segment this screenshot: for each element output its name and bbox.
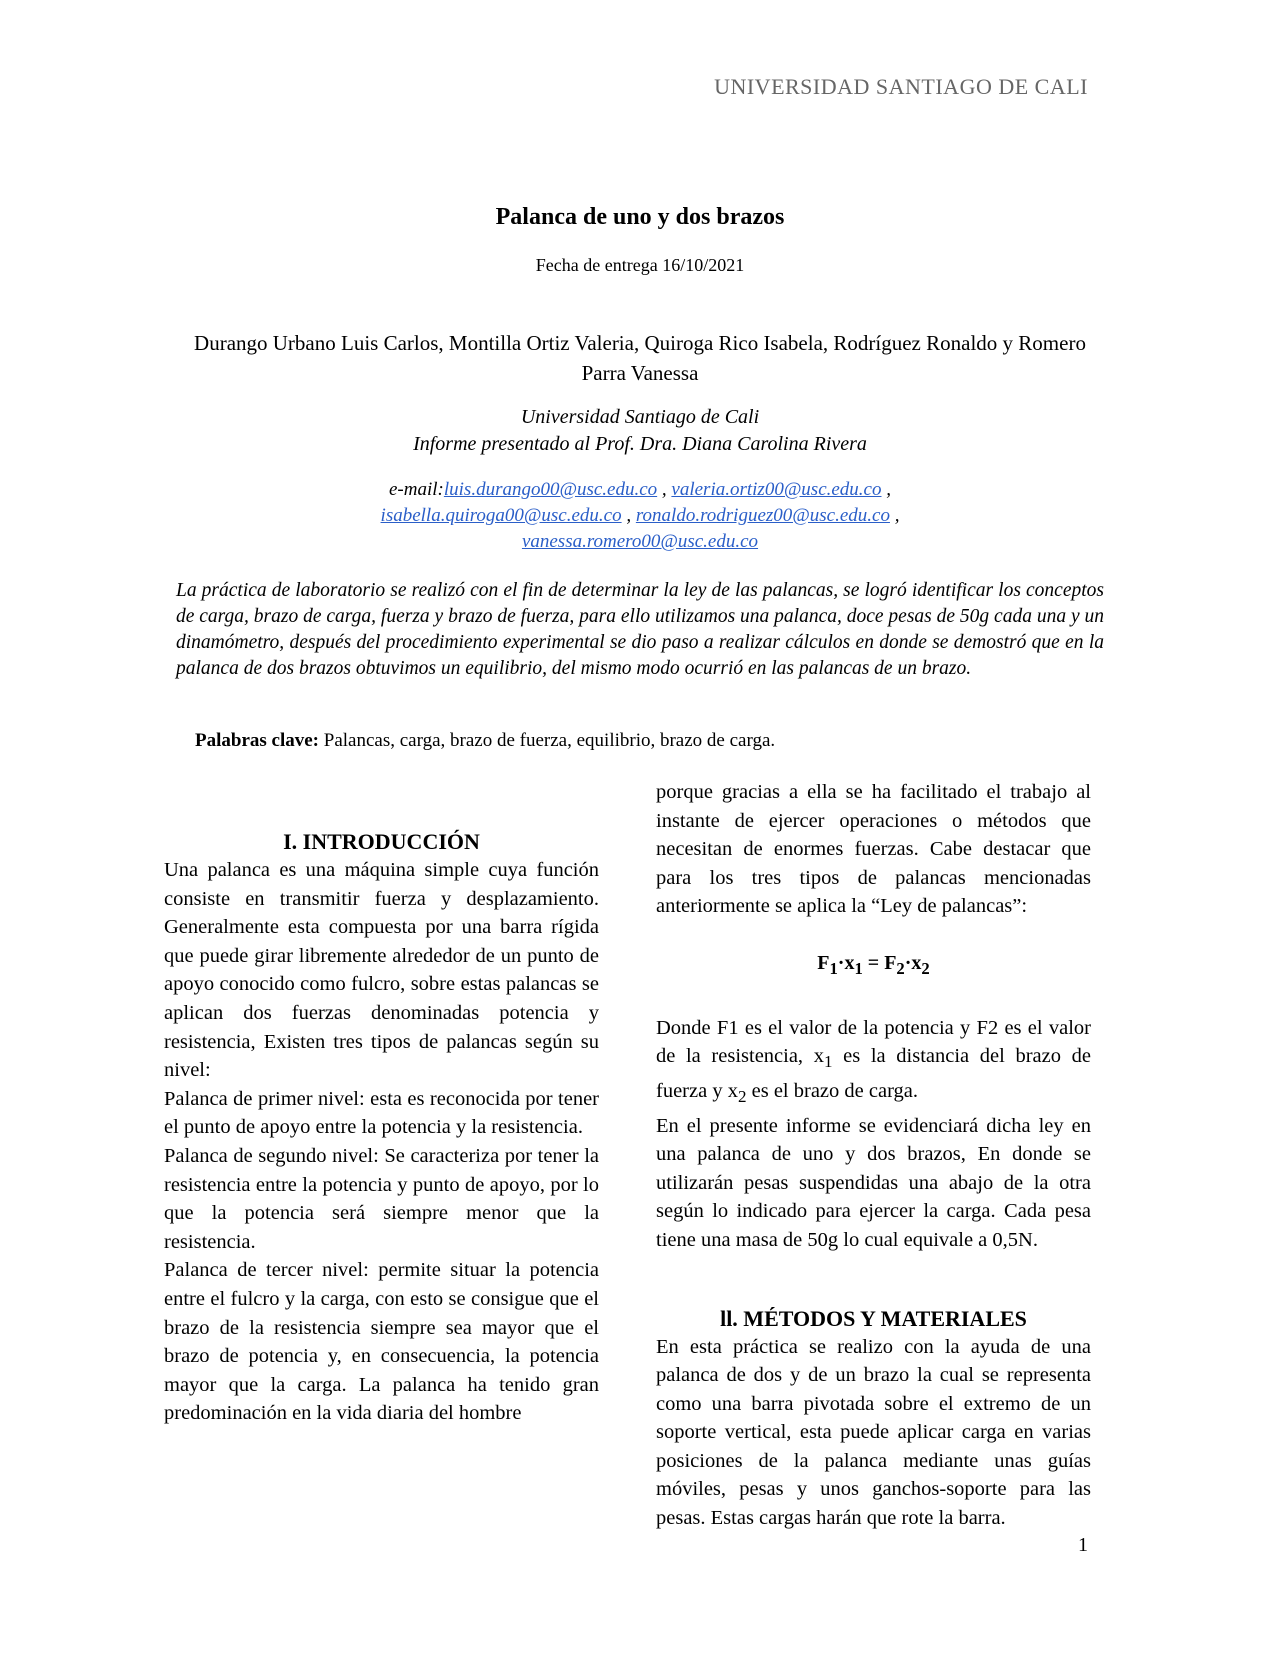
formula-explanation: Donde F1 es el valor de la potencia y F2 es el valor de la resistencia, $x_1$ es la distancia del brazo de fuerza y $x_2$ es el brazo de carga. xyxy=(656,1016,1091,1106)
section-heading-methods: ll. MÉTODOS Y MATERIALES xyxy=(720,1305,1027,1331)
affiliation-block xyxy=(0,404,1280,458)
page-number: 1 xyxy=(1078,1534,1088,1556)
keywords-label: Palabras clave: xyxy=(195,730,320,751)
email-link-isabella[interactable]: isabella.quiroga00@usc.edu.co xyxy=(380,505,622,526)
lever-third-class: Palanca de tercer nivel: permite situar la potencia entre el fulcro y la carga, con esto se consigue que el brazo de la resistencia siempre sea mayor que el brazo de potencia y, en consecuencia, la potencia mayor que la carga. La palanca ha tenido gran predominación en la vida diaria del hombre xyxy=(164,1259,599,1425)
keywords-text: Palancas, carga, brazo de fuerza, equilibrio, brazo de carga. xyxy=(319,730,776,751)
intro-continuation: porque gracias a ella se ha facilitado el trabajo al instante de ejercer operaciones o métodos que necesitan de enormes fuerzas. Cabe destacar que para los tres tipos de palancas mencionadas anteriormente se aplica la “Ley de palancas”: xyxy=(656,781,1091,918)
section-heading-introduction: I. INTRODUCCIÓN xyxy=(283,829,480,854)
lever-first-class: Palanca de primer nivel: esta es reconocida por tener el punto de apoyo entre la potencia y la resistencia. xyxy=(164,1087,599,1139)
email-link-ronaldo[interactable]: ronaldo.rodriguez00@usc.edu.co xyxy=(635,505,890,526)
affiliation-university: Universidad Santiago de Cali xyxy=(520,406,760,428)
email-link-luis[interactable]: luis.durango00@usc.edu.co xyxy=(443,479,658,500)
submission-date: Fecha de entrega 16/10/2021 xyxy=(535,255,745,275)
lever-second-class: Palanca de segundo nivel: Se caracteriza por tener la resistencia entre la potencia y punto de apoyo, por lo que la potencia será siempre menor que la resistencia. xyxy=(164,1144,599,1253)
right-column xyxy=(656,778,1091,1533)
intro-paragraph: Una palanca es una máquina simple cuya función consiste en transmitir fuerza y desplazamiento. Generalmente esta compuesta por una barra rígida que puede girar libremente alrededor de un punto de apoyo conocido como fulcro, sobre estas palancas se aplican dos fuerzas denominadas potencia y resistencia, Existen tres tipos de palancas según su nivel: xyxy=(164,859,599,1082)
keywords xyxy=(195,730,1095,752)
abstract: La práctica de laboratorio se realizó con el fin de determinar la ley de las palancas, se logró identificar los conceptos de carga, brazo de carga, fuerza y brazo de fuerza, para ello utilizamos una palanca, doce pesas de 50g cada una y un dinamómetro, después del procedimiento experimental se dio paso a realizar cálculos en donde se demostró que en la palanca de dos brazos obtuvimos un equilibrio, del mismo modo ocurrió en las palancas de un brazo. xyxy=(176,580,1104,679)
intro-closing: En el presente informe se evidenciará dicha ley en una palanca de uno y dos brazos, En donde se utilizarán pesas suspendidas una abajo de la otra según lo indicado para ejercer la carga. Cada pesa tiene una masa de 50g lo cual equivale a 0,5N. xyxy=(656,1114,1091,1251)
author-list: Durango Urbano Luis Carlos, Montilla Ortiz Valeria, Quiroga Rico Isabela, Rodríguez Ronaldo y Romero Parra Vanessa xyxy=(194,331,1086,385)
paper-title: Palanca de uno y dos brazos xyxy=(495,204,785,230)
methods-paragraph: En esta práctica se realizo con la ayuda de una palanca de dos y de un brazo la cual se representa como una barra pivotada sobre el extremo de un soporte vertical, esta puede aplicar carga en varias posiciones de la palanca mediante unas guías móviles, pesas y unos ganchos-soporte para las pesas. Estas cargas harán que rote la barra. xyxy=(656,1335,1091,1530)
left-column xyxy=(164,856,599,1428)
law-of-levers-formula: $F_1\cdot x_1 = F_2\cdot x_2$ xyxy=(817,951,930,978)
email-label: e-mail: xyxy=(389,479,444,500)
running-header: UNIVERSIDAD SANTIAGO DE CALI xyxy=(714,74,1088,99)
email-link-vanessa[interactable]: vanessa.romero00@usc.edu.co xyxy=(521,531,759,552)
email-link-valeria[interactable]: valeria.ortiz00@usc.edu.co xyxy=(671,479,882,500)
affiliation-presented: Informe presentado al Prof. Dra. Diana Carolina Rivera xyxy=(413,433,867,455)
email-block: e-mail:luis.durango00@usc.edu.co , valeria.ortiz00@usc.edu.co , isabella.quiroga00@usc.edu.co , ronaldo.rodriguez00@usc.edu.co , vanessa.romero00@usc.edu.co xyxy=(380,479,900,552)
